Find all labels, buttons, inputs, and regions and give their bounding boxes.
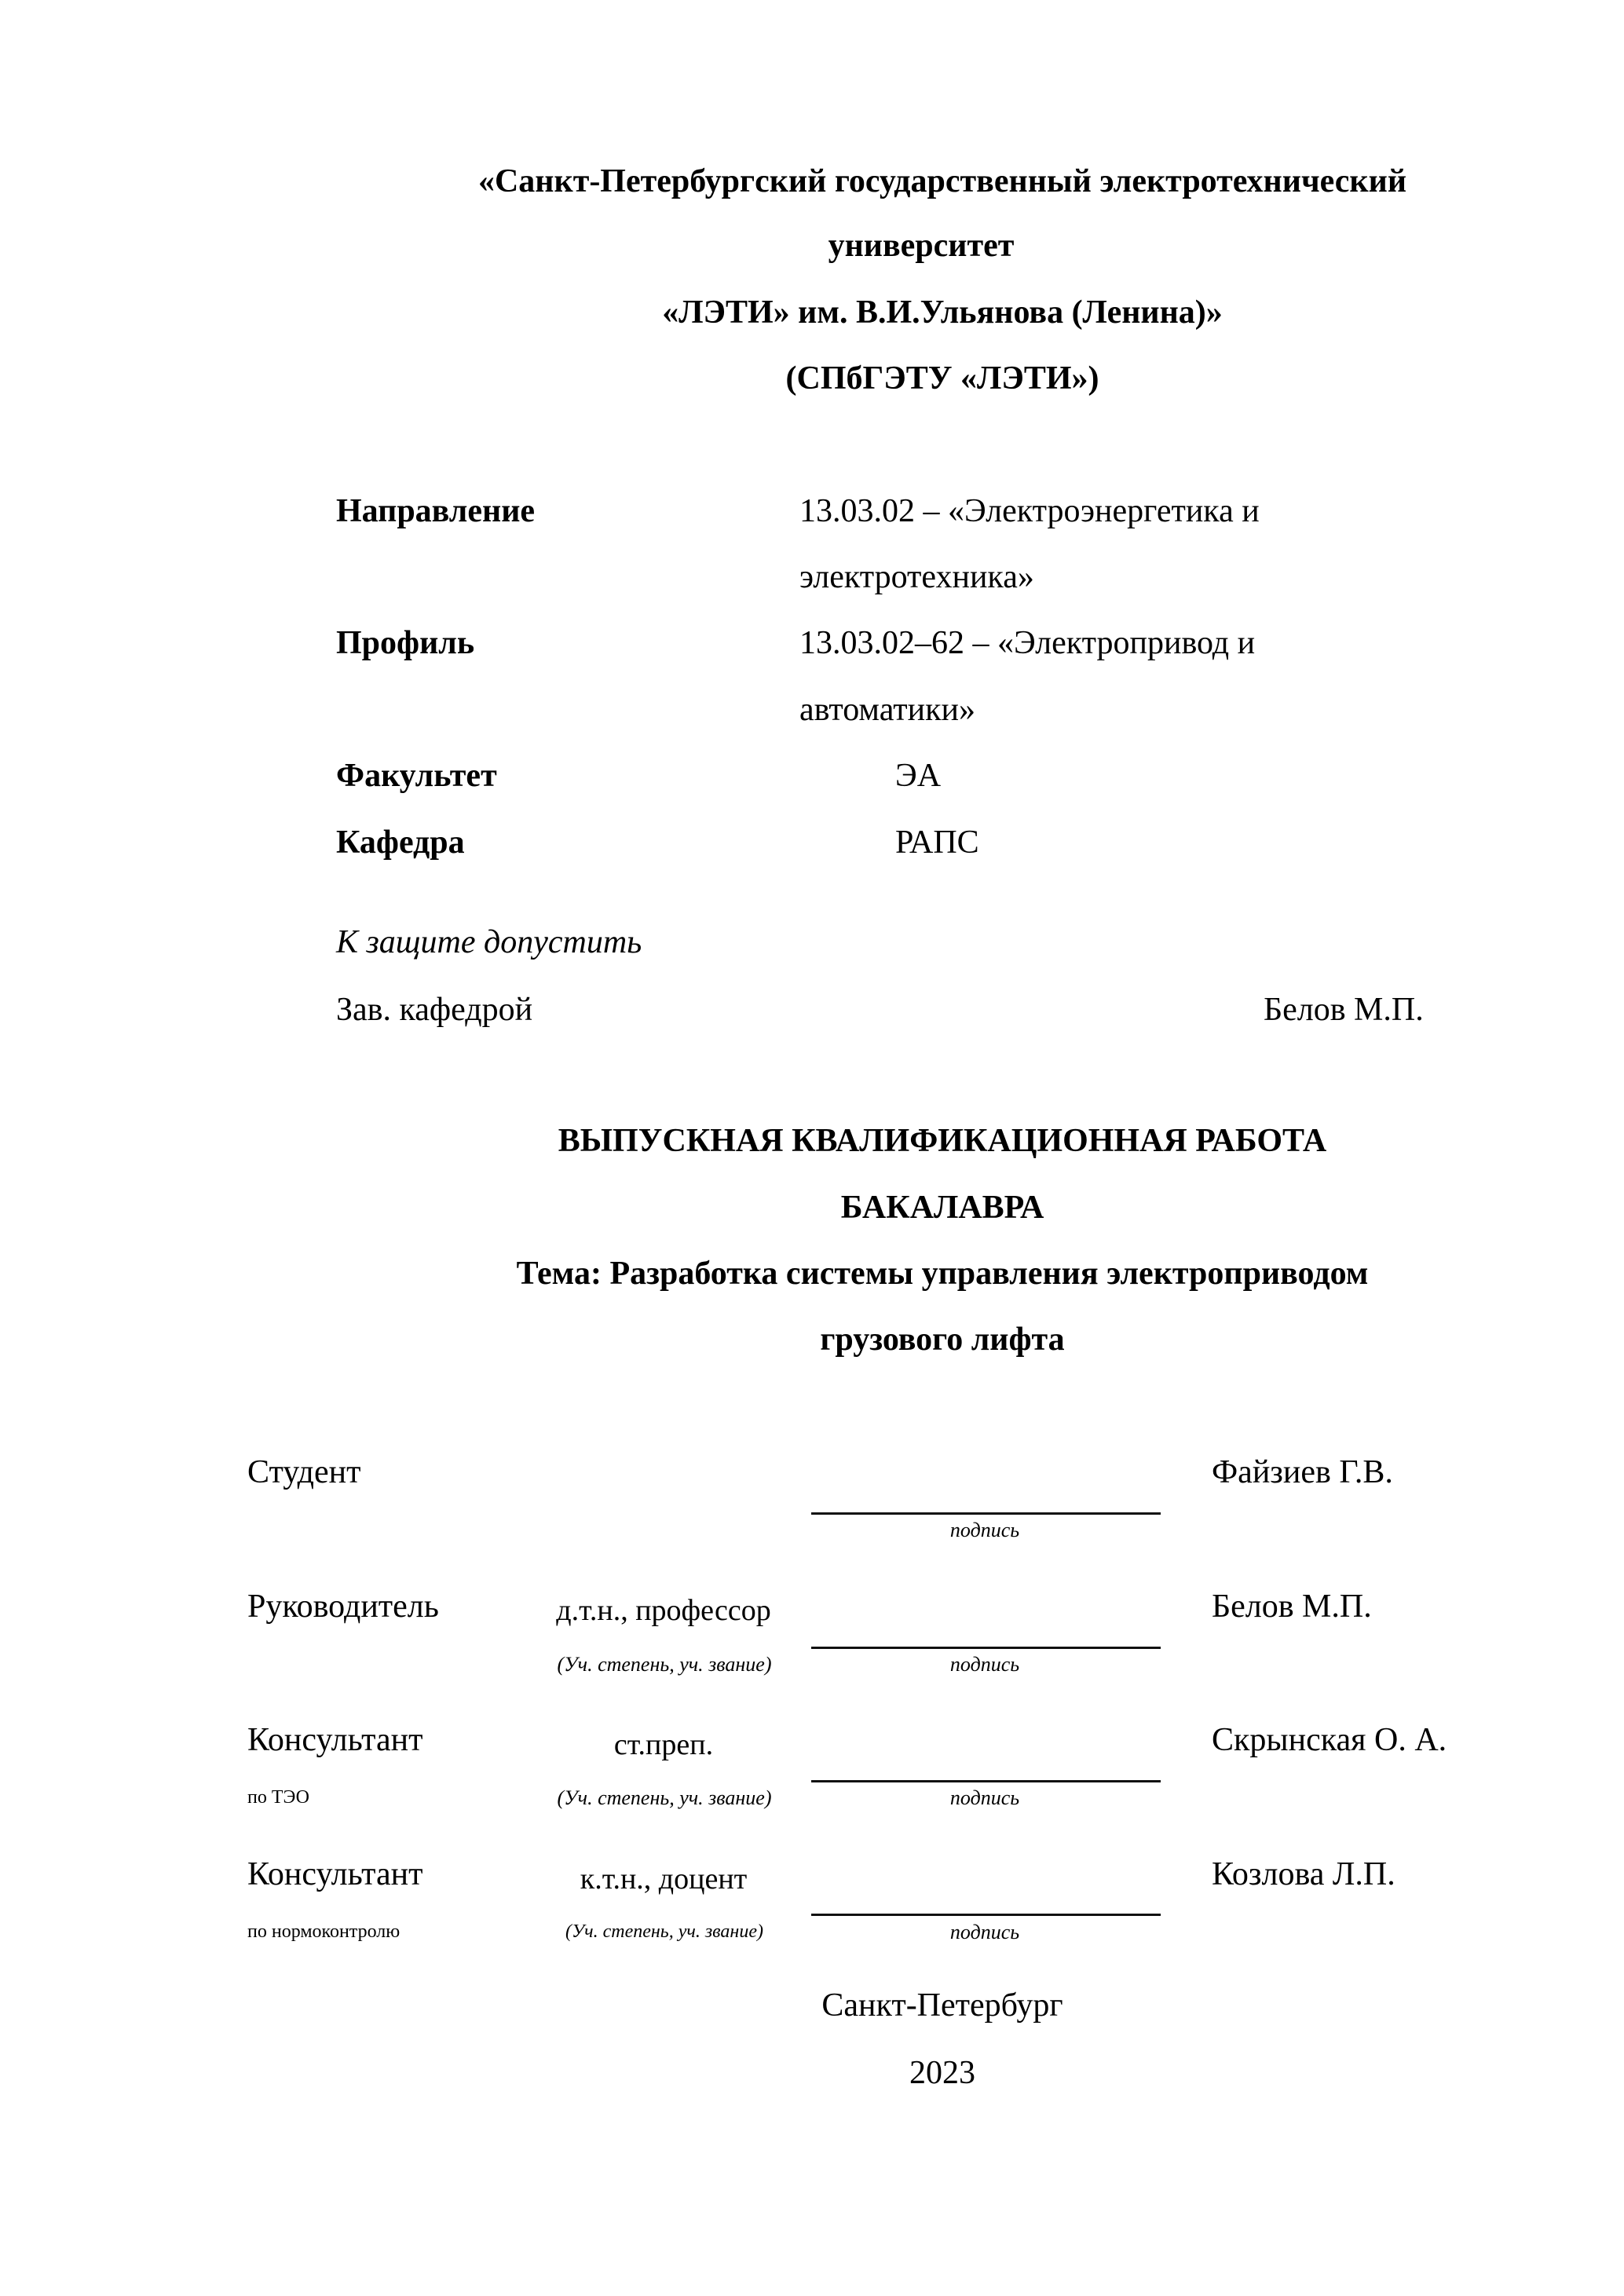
supervisor-signature-line xyxy=(811,1647,1161,1649)
university-name-line-1: «Санкт-Петербургский государственный электротехнический xyxy=(477,163,1407,199)
consultant-teo-signature-caption: подпись xyxy=(949,1786,1020,1809)
direction-value-line-1: 13.03.02 – «Электроэнергетика и xyxy=(799,493,1260,529)
admission-label: К защите допустить xyxy=(336,924,642,960)
university-name-line-3: «ЛЭТИ» им. В.И.Ульянова (Ленина)» xyxy=(662,294,1223,331)
supervisor-role-label: Руководитель xyxy=(247,1589,439,1625)
university-name-line-2: университет xyxy=(828,228,1015,264)
consultant-normcontrol-rank: к.т.н., доцент xyxy=(580,1863,748,1896)
year: 2023 xyxy=(909,2055,975,2091)
supervisor-name: Белов М.П. xyxy=(1212,1589,1372,1625)
consultant-teo-name: Скрынская О. А. xyxy=(1212,1722,1447,1758)
student-role-label: Студент xyxy=(247,1454,361,1490)
consultant-teo-rank: ст.преп. xyxy=(613,1728,714,1761)
profile-value-line-2: автоматики» xyxy=(799,692,975,728)
consultant-normcontrol-rank-caption: (Уч. степень, уч. звание) xyxy=(565,1921,763,1942)
city: Санкт-Петербург xyxy=(821,1987,1063,2024)
head-of-department-name: Белов М.П. xyxy=(1264,992,1424,1028)
university-abbreviation: (СПбГЭТУ «ЛЭТИ») xyxy=(785,360,1099,397)
consultant-teo-signature-line xyxy=(811,1780,1161,1782)
consultant-normcontrol-signature-caption: подпись xyxy=(949,1921,1020,1943)
profile-value-line-1: 13.03.02–62 – «Электропривод и xyxy=(799,625,1256,661)
direction-value-line-2: электротехника» xyxy=(799,559,1034,595)
consultant-teo-sub-label: по ТЭО xyxy=(247,1787,309,1808)
head-of-department-label: Зав. кафедрой xyxy=(336,992,533,1028)
faculty-value: ЭА xyxy=(895,758,942,794)
work-type-line-1: ВЫПУСКНАЯ КВАЛИФИКАЦИОННАЯ РАБОТА xyxy=(558,1123,1327,1159)
consultant-normcontrol-role-label: Консультант xyxy=(247,1856,423,1892)
topic-line-1: Тема: Разработка системы управления электроприводом xyxy=(516,1256,1369,1292)
supervisor-signature-caption: подпись xyxy=(949,1653,1020,1676)
department-value: РАПС xyxy=(895,824,979,861)
consultant-normcontrol-name: Козлова Л.П. xyxy=(1212,1856,1395,1892)
profile-label: Профиль xyxy=(336,625,475,661)
student-signature-caption: подпись xyxy=(949,1519,1020,1541)
consultant-normcontrol-signature-line xyxy=(811,1914,1161,1916)
consultant-normcontrol-sub-label: по нормоконтролю xyxy=(247,1921,401,1942)
student-name: Файзиев Г.В. xyxy=(1212,1454,1393,1490)
direction-label: Направление xyxy=(336,493,536,529)
topic-line-2: грузового лифта xyxy=(820,1322,1065,1358)
student-signature-line xyxy=(811,1512,1161,1515)
faculty-label: Факультет xyxy=(336,758,497,794)
department-label: Кафедра xyxy=(336,824,465,861)
work-type-line-2: БАКАЛАВРА xyxy=(840,1190,1044,1226)
consultant-teo-role-label: Консультант xyxy=(247,1722,423,1758)
supervisor-rank: д.т.н., профессор xyxy=(556,1594,771,1627)
consultant-teo-rank-caption: (Уч. степень, уч. звание) xyxy=(557,1786,772,1809)
supervisor-rank-caption: (Уч. степень, уч. звание) xyxy=(557,1653,772,1676)
